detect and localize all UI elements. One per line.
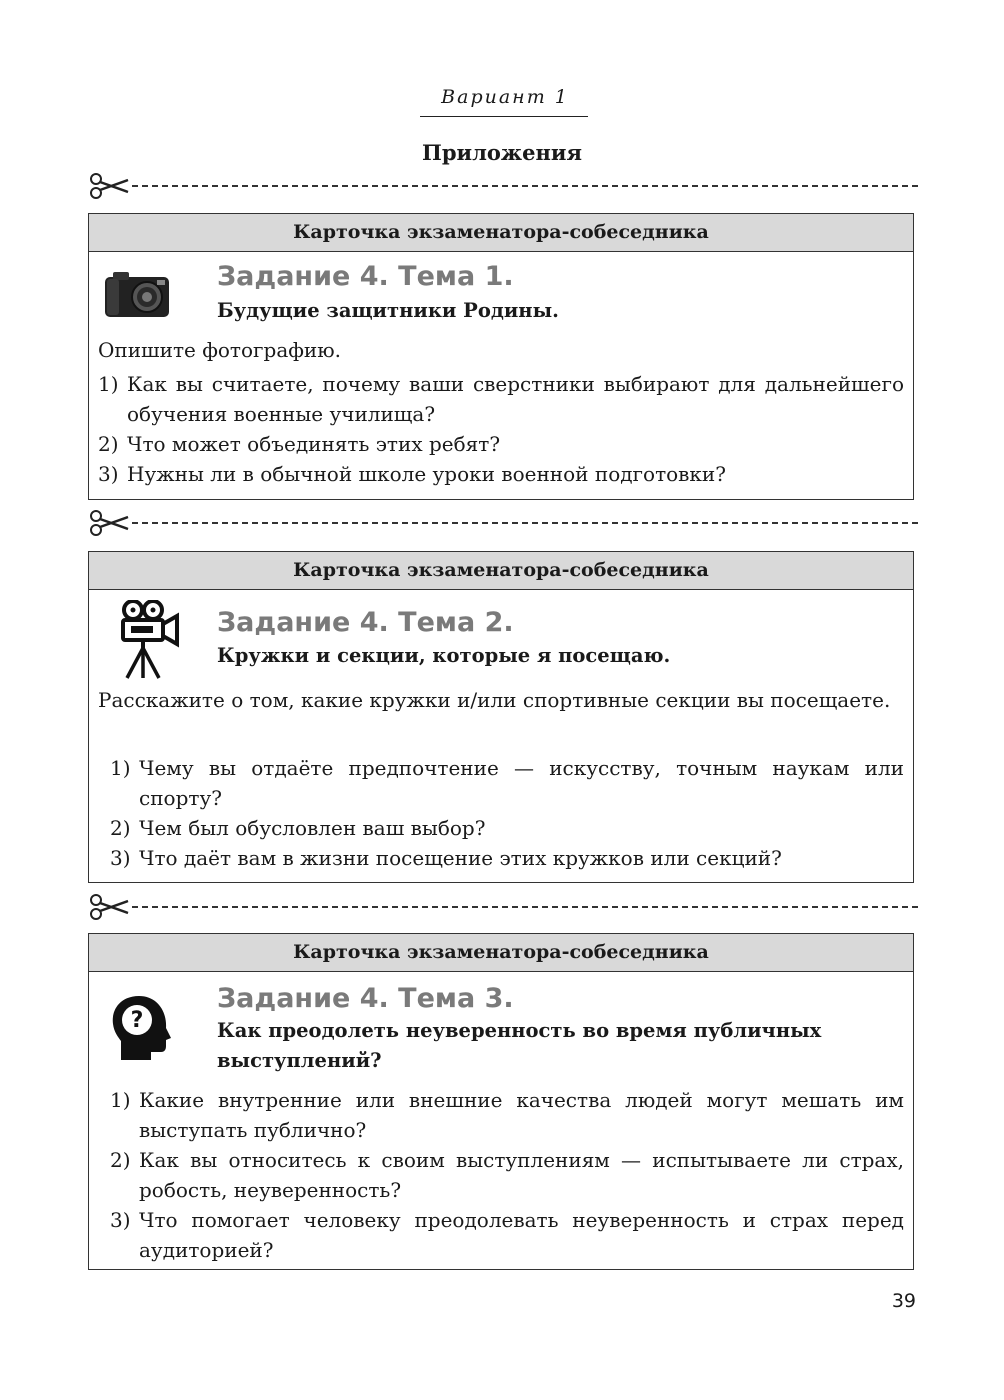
scissors-icon <box>88 893 132 921</box>
cut-line <box>88 172 918 200</box>
task-topic: Будущие защитники Родины. <box>217 299 559 322</box>
task-title: Задание 4. Тема 2. <box>217 607 514 638</box>
question-item: 3) Нужны ли в обычной школе уроки военной подготовки? <box>98 462 726 486</box>
thinking-head-icon <box>109 994 175 1066</box>
section-title: Приложения <box>422 140 582 165</box>
question-item: 2) Чем был обусловлен ваш выбор? <box>110 816 486 840</box>
scissors-icon <box>88 172 132 200</box>
variant-label: Вариант 1 <box>441 86 569 108</box>
task-title: Задание 4. Тема 3. <box>217 983 514 1014</box>
examiner-card-2 <box>88 551 914 883</box>
task-intro: Расскажите о том, какие кружки и/или спортивные секции вы посещаете. <box>98 688 891 712</box>
examiner-card-1 <box>88 213 914 500</box>
card-header: Карточка экзаменатора-собеседника <box>89 552 913 590</box>
question-item: 1) Какие внутренние или внешние качества людей могут мешать им выступать публично? <box>110 1088 904 1142</box>
card-header: Карточка экзаменатора-собеседника <box>89 214 913 252</box>
question-item: 1) Чему вы отдаёте предпочтение — искусству, точным наукам или спорту? <box>110 756 904 810</box>
variant-underline <box>420 116 588 117</box>
question-item: 2) Как вы относитесь к своим выступлениям — испытываете ли страх, робость, неуверенность? <box>110 1148 904 1202</box>
camera-icon <box>103 269 171 323</box>
question-item: 1) Как вы считаете, почему ваши сверстники выбирают для дальнейшего обучения военные училища? <box>98 372 904 426</box>
page-number: 39 <box>891 1290 916 1312</box>
task-topic: Как преодолеть неуверенность во время публичных выступлений? <box>217 1019 822 1072</box>
scissors-icon <box>88 509 132 537</box>
card-header: Карточка экзаменатора-собеседника <box>89 934 913 972</box>
movie-camera-icon <box>119 600 183 684</box>
question-item: 3) Что даёт вам в жизни посещение этих кружков или секций? <box>110 846 782 870</box>
svg-text:?: ? <box>130 1008 144 1033</box>
task-intro: Опишите фотографию. <box>98 338 341 362</box>
cut-line <box>88 509 918 537</box>
question-item: 2) Что может объединять этих ребят? <box>98 432 501 456</box>
cut-line <box>88 893 918 921</box>
task-title: Задание 4. Тема 1. <box>217 261 514 292</box>
task-topic: Кружки и секции, которые я посещаю. <box>217 644 671 667</box>
examiner-card-3 <box>88 933 914 1270</box>
question-item: 3) Что помогает человеку преодолевать неуверенность и страх перед аудиторией? <box>110 1208 904 1262</box>
